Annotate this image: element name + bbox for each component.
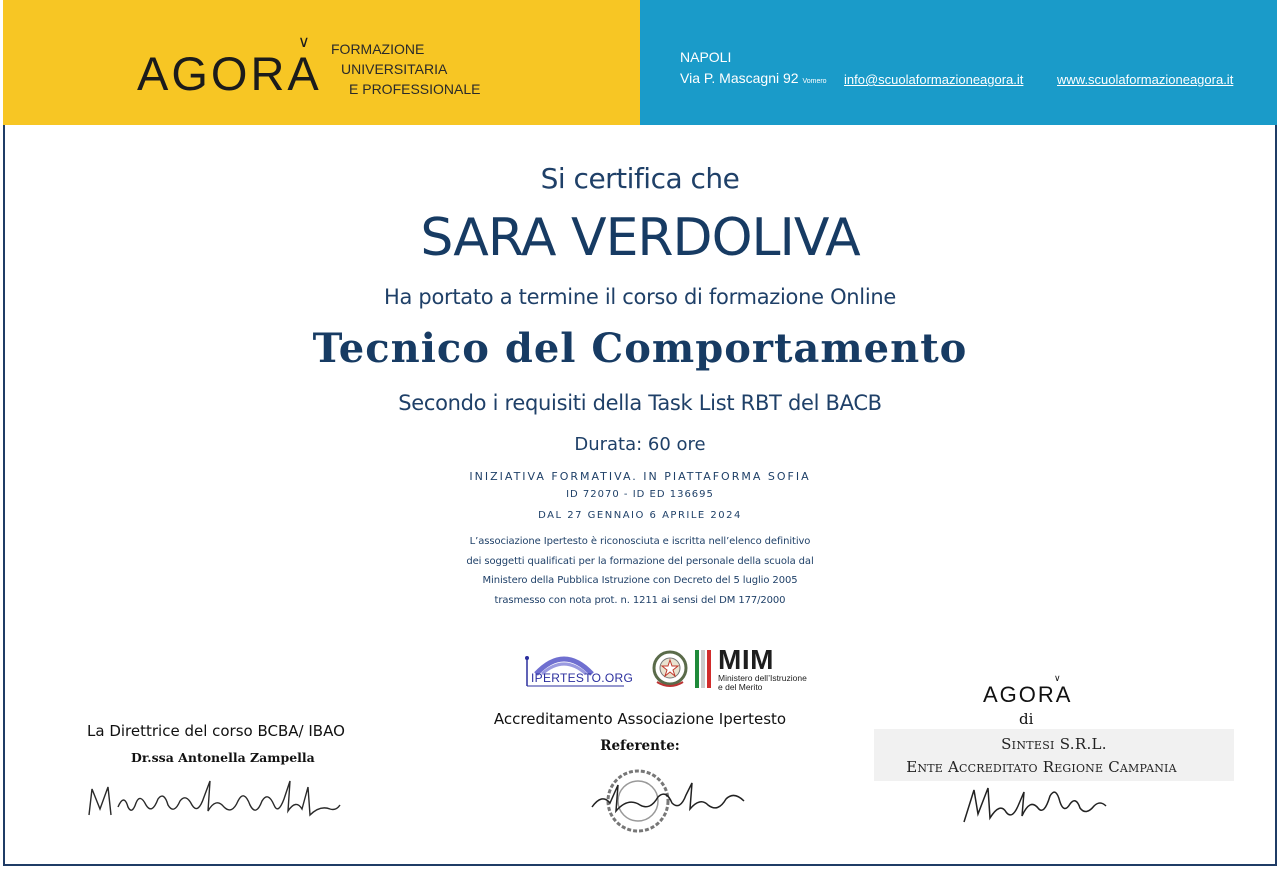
header-address-street: Via P. Mascagni 92 xyxy=(680,70,799,86)
header-address-area: Vomero xyxy=(802,78,827,85)
header-address xyxy=(680,70,827,86)
agora-small-logo-mark: ∨ xyxy=(1054,674,1061,684)
mim-logo-subtitle-2: e del Merito xyxy=(718,682,763,692)
italian-republic-emblem-icon xyxy=(651,648,689,690)
initiative-line: INIZIATIVA FORMATIVA. IN PIATTAFORMA SOFIA xyxy=(469,470,811,483)
accreditation-label: Accreditamento Associazione Ipertesto xyxy=(493,710,787,728)
director-name: Dr.ssa Antonella Zampella xyxy=(131,750,315,765)
header-email-link[interactable]: info@scuolaformazioneagora.it xyxy=(844,72,1024,87)
brand-logo-text: AGORA xyxy=(137,47,322,100)
header-website-link[interactable]: www.scuolaformazioneagora.it xyxy=(1057,72,1234,87)
director-signature-icon xyxy=(84,775,344,825)
course-dates: DAL 27 GENNAIO 6 APRILE 2024 xyxy=(538,510,742,521)
legal-notice-line: Ministero della Pubblica Istruzione con Decreto del 5 luglio 2005 xyxy=(482,575,798,586)
ipertesto-logo-text: IPERTESTO.ORG xyxy=(531,671,634,685)
certificate-intro: Si certifica che xyxy=(540,162,740,195)
brand-logo-mark: ∨ xyxy=(298,32,310,51)
initiative-ids: ID 72070 - ID ED 136695 xyxy=(566,489,714,500)
header-contact-panel xyxy=(640,0,1277,125)
company-signature-icon xyxy=(960,778,1110,826)
company-name: Sintesi S.R.L. xyxy=(1001,735,1107,753)
mim-logo-title: MIM xyxy=(718,644,774,675)
brand-tagline-line-1: FORMAZIONE xyxy=(331,41,425,57)
course-requirements: Secondo i requisiti della Task List RBT del BACB xyxy=(398,391,882,415)
agora-small-logo-text: AGORA xyxy=(983,682,1073,707)
legal-notice-line: trasmesso con nota prot. n. 1211 ai sensi del DM 177/2000 xyxy=(494,594,786,606)
referente-stamp-signature-icon xyxy=(588,765,748,835)
mim-logo-subtitle-1: Ministero dell’Istruzione xyxy=(718,673,807,683)
brand-tagline-line-3: E PROFESSIONALE xyxy=(349,81,481,97)
legal-notice-line: dei soggetti qualificati per la formazione del personale della scuola dal xyxy=(466,555,814,567)
legal-notice xyxy=(0,532,1280,610)
company-accreditation: Ente Accreditato Regione Campania xyxy=(906,758,1177,776)
student-name: SARA VERDOLIVA xyxy=(420,208,860,268)
header-city: NAPOLI xyxy=(680,49,732,65)
legal-notice-line: L’associazione Ipertesto è riconosciuta e iscritta nell’elenco definitivo xyxy=(469,536,811,547)
course-title: Tecnico del Comportamento xyxy=(312,325,968,372)
of-label: di xyxy=(1019,710,1034,728)
italian-flag-bars-icon xyxy=(695,650,711,688)
brand-tagline-line-2: UNIVERSITARIA xyxy=(341,61,448,77)
completion-statement: Ha portato a termine il corso di formazione Online xyxy=(383,285,897,309)
referente-label: Referente: xyxy=(600,738,680,754)
course-duration: Durata: 60 ore xyxy=(574,434,706,455)
director-role: La Direttrice del corso BCBA/ IBAO xyxy=(87,722,345,740)
